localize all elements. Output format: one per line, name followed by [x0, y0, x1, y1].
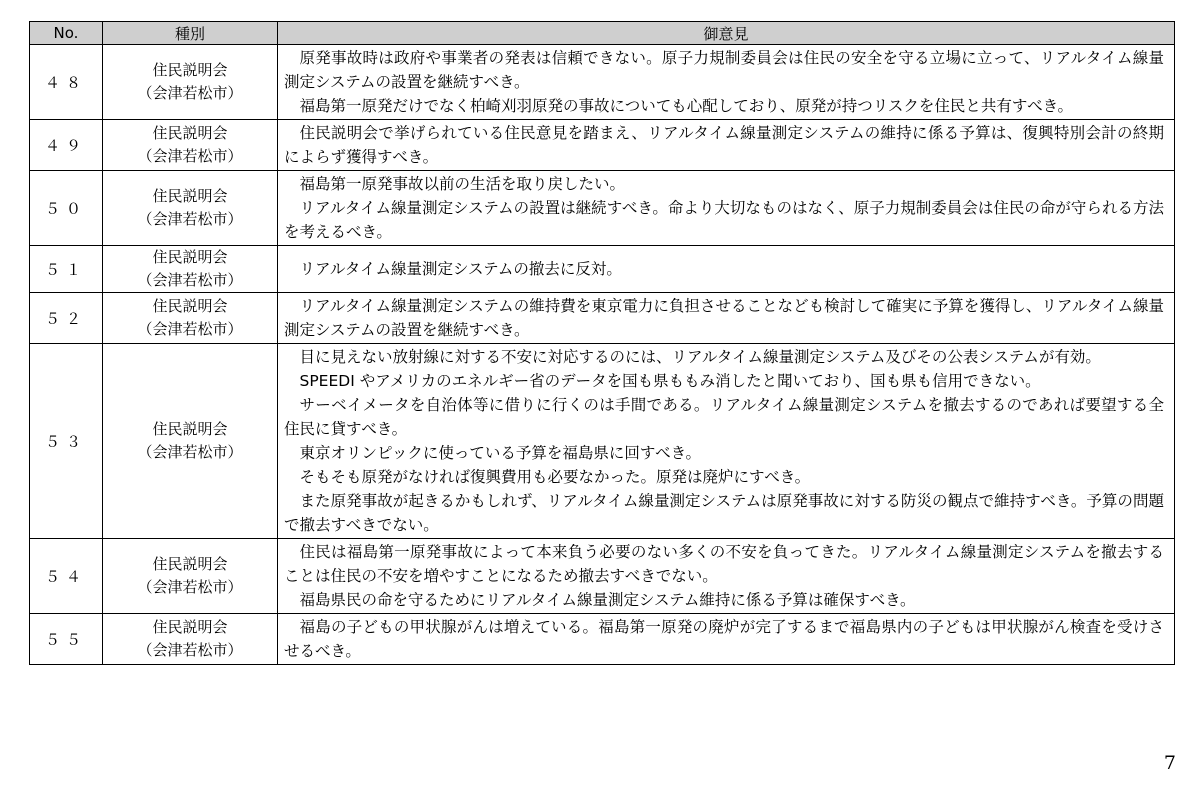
table-row	[30, 614, 1175, 665]
opinion-paragraph: また原発事故が起きるかもしれず、リアルタイム線量測定システムは原発事故に対する防災の観点で維持すべき。予算の問題で撤去すべきでない。	[284, 492, 1164, 534]
row-type	[103, 120, 278, 171]
opinion-paragraph: SPEEDI やアメリカのエネルギー省のデータを国も県ももみ消したと聞いており、国も県も信用できない。	[299, 372, 1041, 390]
page-number: 7	[1163, 752, 1176, 774]
type-label: 住民説明会	[152, 124, 228, 142]
opinion-paragraph: 目に見えない放射線に対する不安に対応するのには、リアルタイム線量測定システム及びその公表システムが有効。	[299, 348, 1101, 366]
opinion-paragraph: 住民は福島第一原発事故によって本来負う必要のない多くの不安を負ってきた。リアルタイム線量測定システムを撤去することは住民の不安を増やすことになるため撤去すべきでない。	[284, 543, 1164, 585]
opinion-paragraph: 福島第一原発だけでなく柏崎刈羽原発の事故についても心配しており、原発が持つリスクを住民と共有すべき。	[299, 97, 1073, 115]
row-number: ５３	[30, 344, 103, 539]
row-opinion	[278, 120, 1175, 171]
row-number: ５４	[30, 539, 103, 614]
row-opinion	[278, 539, 1175, 614]
table-row	[30, 246, 1175, 293]
opinion-paragraph: 福島の子どもの甲状腺がんは増えている。福島第一原発の廃炉が完了するまで福島県内の子どもは甲状腺がん検査を受けさせるべき。	[284, 618, 1164, 660]
row-opinion	[278, 246, 1175, 293]
opinion-paragraph: リアルタイム線量測定システムの撤去に反対。	[299, 260, 622, 278]
type-label: 住民説明会	[152, 618, 228, 636]
table-row	[30, 539, 1175, 614]
opinion-paragraph: サーベイメータを自治体等に借りに行くのは手間である。リアルタイム線量測定システムを撤去するのであれば要望する全住民に貸すべき。	[284, 396, 1164, 438]
table-row	[30, 171, 1175, 246]
type-label: 住民説明会	[152, 61, 228, 79]
type-location: （会津若松市）	[137, 578, 243, 596]
table-body	[30, 45, 1175, 665]
header-no: No.	[30, 22, 103, 45]
table-row	[30, 120, 1175, 171]
type-label: 住民説明会	[152, 248, 228, 266]
header-type: 種別	[103, 22, 278, 45]
type-label: 住民説明会	[152, 420, 228, 438]
row-type	[103, 246, 278, 293]
type-label: 住民説明会	[152, 187, 228, 205]
opinion-paragraph: 原発事故時は政府や事業者の発表は信頼できない。原子力規制委員会は住民の安全を守る立場に立って、リアルタイム線量測定システムの設置を継続すべき。	[284, 49, 1164, 91]
row-number: ４８	[30, 45, 103, 120]
row-type	[103, 614, 278, 665]
row-opinion	[278, 45, 1175, 120]
table-row	[30, 45, 1175, 120]
opinion-paragraph: リアルタイム線量測定システムの維持費を東京電力に負担させることなども検討して確実に予算を獲得し、リアルタイム線量測定システムの設置を継続すべき。	[284, 297, 1164, 339]
header-opinion: 御意見	[278, 22, 1175, 45]
type-location: （会津若松市）	[137, 147, 243, 165]
row-type	[103, 293, 278, 344]
opinion-paragraph: 福島第一原発事故以前の生活を取り戻したい。	[299, 175, 626, 193]
row-opinion	[278, 344, 1175, 539]
row-type	[103, 344, 278, 539]
opinions-table	[29, 21, 1175, 665]
type-location: （会津若松市）	[137, 320, 243, 338]
row-opinion	[278, 293, 1175, 344]
row-number: ５１	[30, 246, 103, 293]
table-header-row	[30, 22, 1175, 45]
type-location: （会津若松市）	[137, 271, 243, 289]
opinion-paragraph: 東京オリンピックに使っている予算を福島県に回すべき。	[299, 444, 701, 462]
row-opinion	[278, 171, 1175, 246]
type-label: 住民説明会	[152, 297, 228, 315]
row-type	[103, 45, 278, 120]
type-location: （会津若松市）	[137, 84, 243, 102]
row-number: ５０	[30, 171, 103, 246]
type-location: （会津若松市）	[137, 443, 243, 461]
opinion-paragraph: そもそも原発がなければ復興費用も必要なかった。原発は廃炉にすべき。	[299, 468, 811, 486]
row-type	[103, 539, 278, 614]
table-row	[30, 293, 1175, 344]
row-number: ４９	[30, 120, 103, 171]
row-opinion	[278, 614, 1175, 665]
row-number: ５５	[30, 614, 103, 665]
opinion-paragraph: 福島県民の命を守るためにリアルタイム線量測定システム維持に係る予算は確保すべき。	[299, 591, 916, 609]
type-location: （会津若松市）	[137, 210, 243, 228]
type-label: 住民説明会	[152, 555, 228, 573]
opinion-paragraph: 住民説明会で挙げられている住民意見を踏まえ、リアルタイム線量測定システムの維持に係る予算は、復興特別会計の終期によらず獲得すべき。	[284, 124, 1164, 166]
table-row	[30, 344, 1175, 539]
type-location: （会津若松市）	[137, 641, 243, 659]
row-number: ５２	[30, 293, 103, 344]
row-type	[103, 171, 278, 246]
opinion-paragraph: リアルタイム線量測定システムの設置は継続すべき。命より大切なものはなく、原子力規制委員会は住民の命が守られる方法を考えるべき。	[284, 199, 1164, 241]
